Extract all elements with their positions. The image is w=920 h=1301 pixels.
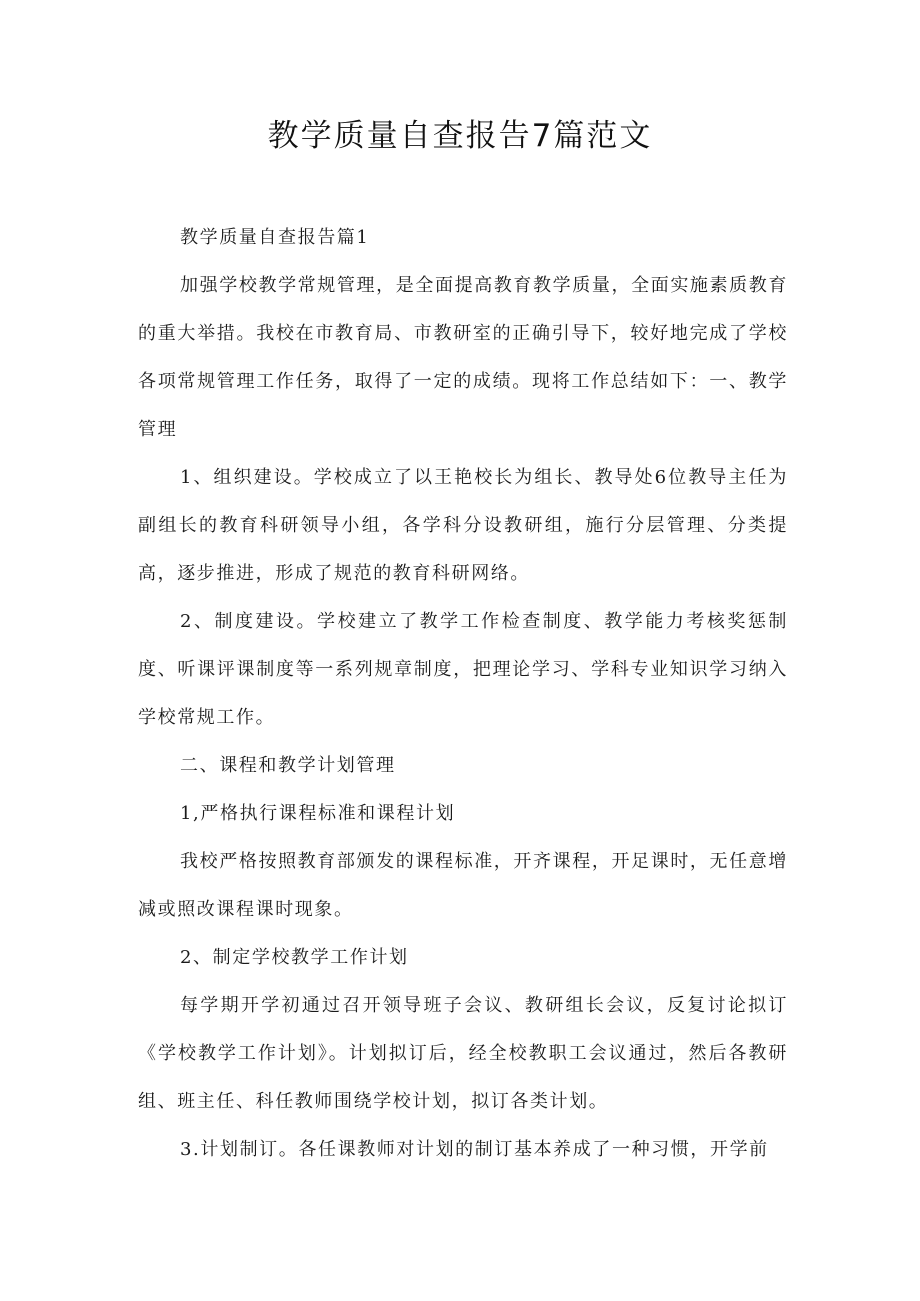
subheading-teaching-plan: 2、制定学校教学工作计划 [180, 947, 409, 968]
paragraph-organization: 1、组织建设。学校成立了以王艳校长为组长、教导处6位教导主任为副组长的教育科研领导小组，各学科分设教研组，施行分层管理、分类提高，逐步推进，形成了规范的教育科研网络。 [138, 467, 788, 584]
paragraph-teaching-plan: 每学期开学初通过召开领导班子会议、教研组长会议，反复讨论拟订《学校教学工作计划》。计划拟订后，经全校教职工会议通过，然后各教研组、班主任、科任教师围绕学校计划，拟订各类计划。 [138, 995, 788, 1112]
document-title: 教学质量自查报告7篇范文 [267, 118, 653, 154]
paragraph-curriculum: 我校严格按照教育部颁发的课程标准，开齐课程，开足课时，无任意增减或照改课程课时现象。 [138, 851, 788, 920]
section-heading-report-1: 教学质量自查报告篇1 [180, 227, 370, 248]
paragraph-intro: 加强学校教学常规管理，是全面提高教育教学质量，全面实施素质教育的重大举措。我校在市教育局、市教研室的正确引导下，较好地完成了学校各项常规管理工作任务，取得了一定的成绩。现将工作总结如下：一、教学管理 [138, 275, 788, 440]
paragraph-system: 2、制度建设。学校建立了教学工作检查制度、教学能力考核奖惩制度、听课评课制度等一系列规章制度，把理论学习、学科专业知识学习纳入学校常规工作。 [138, 611, 788, 728]
paragraph-plan-making: 3.计划制订。各任课教师对计划的制订基本养成了一种习惯，开学前 [180, 1139, 769, 1160]
subheading-curriculum-standard: 1,严格执行课程标准和课程计划 [180, 803, 456, 824]
document-body [138, 214, 788, 1174]
section-heading-curriculum: 二、课程和教学计划管理 [180, 755, 396, 776]
